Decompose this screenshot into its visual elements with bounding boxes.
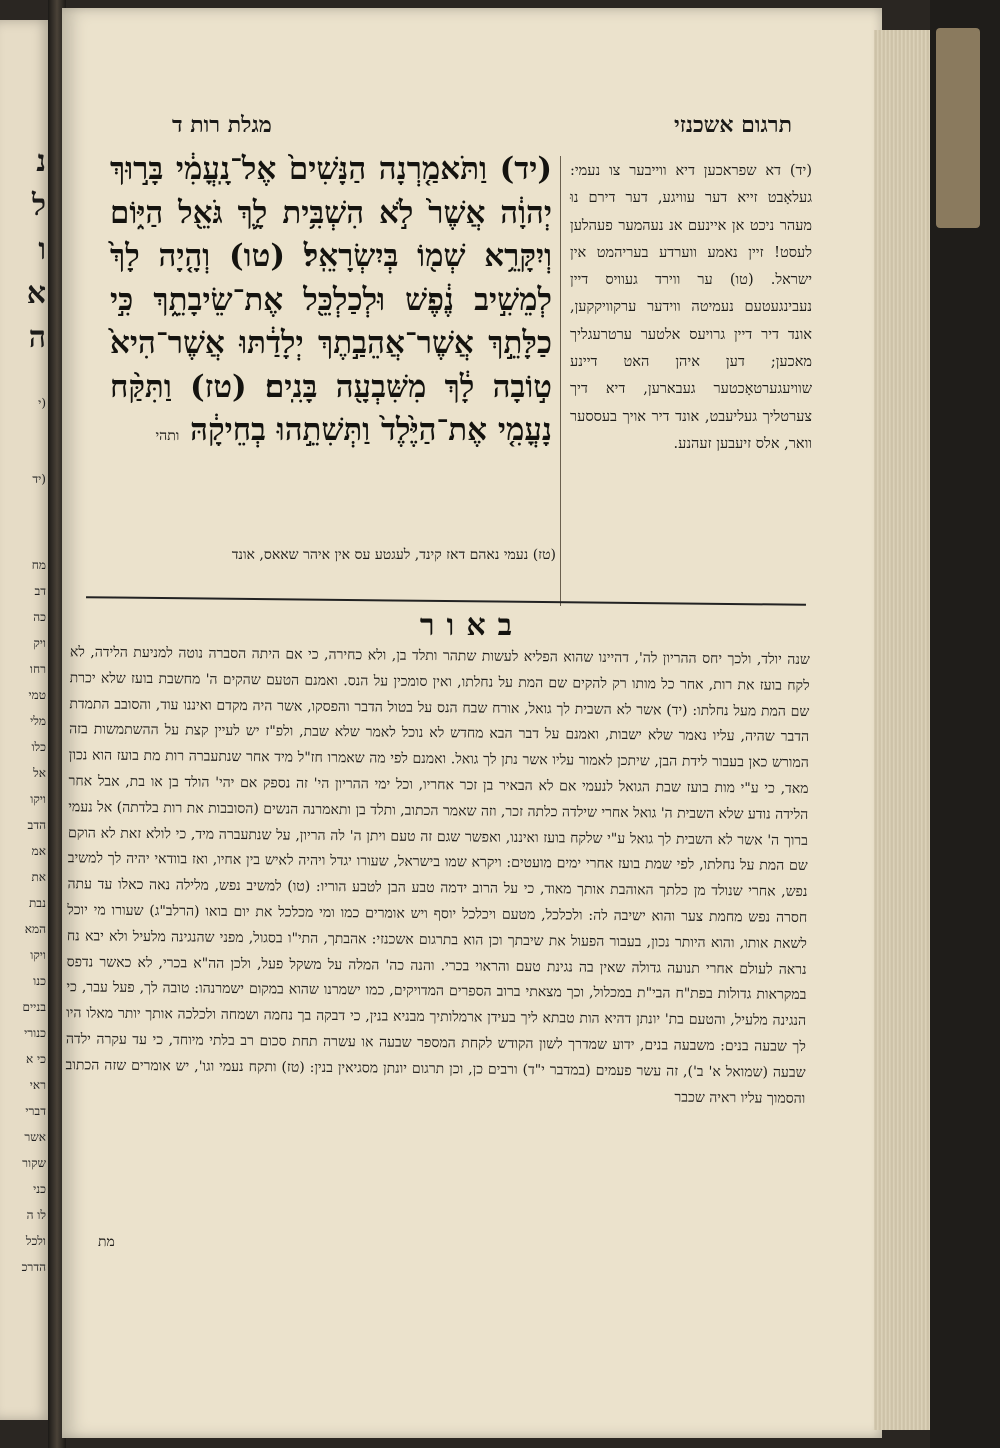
facing-page-fragment-text: אשר <box>24 1130 46 1144</box>
commentary-body: שנה יולד, ולכך יחס ההריון לה', דהיינו שהוא הפליא לעשות שתהר ותלד בן, ולא כחירה, כי אם היתה הסברה נוטה למניעת הלידה, לא לקח בועז את רות, אחר כל מותו רק להקים שם המת על נחלתו, ואין סומכין על הנס. ואמנם הטעם שהקים ה' מחשבת בועז שלא יכרת שם המת מעל נחלתו: (יד) אשר לא השבית לך גואל, אורח שבח הנס על בטול הדבר והפסקו, אשר היה מקדם ואיננו עוד, והסובב התמדת הדבר שהיה, עליו נאמר שלא ישבות, ואמנם על דבר הבא מחדש לא נוכל לאמר שלא שבת, ולפ"ז יש לעיין קצת על ההשתמשות בזה המורש כאן בעבור לידת הבן, שיתכן לאמור עליו אשר נתן לך גואל. ואמנם לפי מה שאמרו חז"ל מיד אחר שנתעברה רות מת בועז הוא נכון מאד, כי ע"י מות בועז שבת הגואל לנעמי אם לא הבאיר בן זכר אחריו, וכל ימי ההריון הי' זה נספק אם יהי' הולד בן או בת, אבל אחר הלידה נודע שלא השבית ה' גואל אחרי שילדה כלתה זכר, וזה שאמר הכתוב, ותלד בן ותאמרנה הנשים (הסובבות את רות בלדתה) אל נעמי ברוך ה' אשר לא השבית לך גואל ע"י שלקח בועז ואיננו, ואפשר שגם זה טעם ויתן ה' לה הריון, על שנתעברה מיד, כי לולא זאת לא הוקם שם המת על נחלתו, לפי שמת בועז אחרי ימים מועטים: ויקרא שמו בישראל, שעורו יגדל ויהיה לאיש בין אחיו, ואז בוודאי יהיה לך למשיב נפש, אחרי שנולד מן כלתך האוהבת אותך מאוד, כי על הרוב ידמה טבע הבן לטבע הוריו: (טו) למשיב נפש, מלילה נאה כאלו עד עתה חסרה נפש מחמת צער והוא ישיבה לה: ולכלכל, מטעם ויכלכל יוסף ויש אומרים כמו ומי מכלכל את יום בואו (הרלב"ג) שעורו מי יוכל לשאת אותו, והוא היותר נכון, בעבור הפעול את שיבתך וכן הוא בתרגום אשכנזי: אהבתך, התי"ו בסגול, מפני שהנגינה מלעיל ולא יבא נח נראה לעולם אחרי תנועה גדולה שאין בה נגינת טעם והראוי בכרי. והנה כה' המלה על משקל פעל, ולכן הה"א בכרי, לא כאשר נדפס במקראות גדולות בפת"ח הבי"ת במכלול, וכך מצאתי ברוב הספרים המדויקים, כמו ישמרנו שהוא במקום ישמרנהו: טובה לך, פעל עבר, כי הנגינה מלעיל, והטעם בת' יונתן דהיא הות טבתא ליך בעידן ארמלותיך מבניא בנין, כי דבקה בך נחמה ושמחה ולכלכה אותך יותר מאלו היו לך שבעה בנים: משבעה בנים, ידוע שמדרך לשון הקודש לקחת המספר שבעה או עשרה תחת סכום רב בלתי מיוחד, כי עד עקרה ילדה שבעה (שמואל א' ב'), זה עשר פעמים (במדבר י"ד) ורבים כן, וכן תרגום יונתן מסגיאין בנין: (טז) ותקח נעמי וגו', יש אומרים שזה הכתוב והסמוך עליו ראיה שכבר <box>65 644 810 1107</box>
facing-page-fragment-text: נבת <box>28 896 46 910</box>
facing-page-fragment-text: רחו <box>29 662 46 676</box>
facing-page-fragment-text: בניים <box>22 1000 46 1014</box>
facing-page-fragment-text: כני <box>33 1182 46 1196</box>
facing-page-fragment-text: דברי <box>25 1104 46 1118</box>
facing-page-fragment-text: הדרכ <box>21 1260 46 1274</box>
catchword-top: ותהי <box>155 428 180 444</box>
facing-page-fragment-text: המא <box>24 922 46 936</box>
facing-page-fragment-text: כה <box>33 610 46 624</box>
facing-page-fragment-text: דב <box>34 584 46 598</box>
facing-page-fragment-text: כנורי <box>24 1026 46 1040</box>
commentary-heading: באור <box>419 608 525 643</box>
facing-page-fragment-text: טמי <box>28 688 46 702</box>
facing-page-fragment <box>0 20 54 1420</box>
facing-page-large-letter: א <box>26 276 46 311</box>
facing-page-large-letter: נ <box>36 144 46 179</box>
facing-page-fragment-text: (יד <box>32 472 46 486</box>
facing-page-fragment-text: לו ה <box>26 1208 46 1222</box>
facing-page-large-letter: ו <box>38 232 46 267</box>
biblical-text-block <box>110 148 552 578</box>
facing-page-fragment-text: אל <box>33 766 46 780</box>
facing-page-fragment-text: אמ <box>31 844 46 858</box>
facing-page-fragment-text: שקור <box>22 1156 46 1170</box>
facing-page-fragment-text: הדב <box>27 818 46 832</box>
facing-page-fragment-text: ויק <box>33 636 46 650</box>
facing-page-fragment-text: מח <box>31 558 46 572</box>
facing-page-large-letter: ה <box>28 320 46 355</box>
targum-column: (יד) דא שפראכען דיא ווייבער צו נעמי: געלאָבט זייא דער עוויגע, דער דירם נוּ מעהר ניכט אן איינעם אנ נעהמער פעהלען לעסט! זיין נאמע ווערדע בעריהמט אין ישראל. (טו) ער ווירד געוויס דיין נעבינגעטעם נעמיטה ווידער ערקוויקקען, אונד דיר דיין גרויעס אלטער ערטרעגליך מאכען; דען איהן האט דיינע שוויעגערטאָכטער געבארען, דיא דיך צערטליך געליעבט, אונד דיר אויך בעססער וואר, אלס זיעבען זעהנע. <box>570 163 812 452</box>
facing-page-fragment-text: ראי <box>29 1078 46 1092</box>
facing-page-fragment-text: כי א <box>25 1052 46 1066</box>
facing-page-fragment-text: כלו <box>31 740 46 754</box>
book-cover-edge <box>930 0 1000 1448</box>
facing-page-fragment-text: כנו <box>33 974 46 988</box>
facing-page-fragment-text: את <box>31 870 46 884</box>
running-head-targum-title: תרגום אשכנזי <box>673 112 792 138</box>
biblical-verse-text: (יד) וַתֹּאמַ֤רְנָה הַנָּשִׁים֙ אֶל־נָֽעֳמִ֔י בָּר֣וּךְ יְהוָ֔ה אֲשֶׁר֙ לֹ֣א הִשְׁבִּ֥ית לָ֛ךְ גֹּאֵ֖ל הַיּ֑וֹם וְיִקָּרֵ֥א שְׁמ֖וֹ בְּיִשְׂרָאֵֽל׃ (טו) וְהָ֤יָה לָךְ֙ לְמֵשִׁ֣יב נֶ֔פֶשׁ וּלְכַלְכֵּ֖ל אֶת־שֵׂיבָתֵ֑ךְ כִּ֣י כַלָּתֵ֣ךְ אֲשֶׁר־אֲהֵבַ֣תֶךְ יְלָדַ֔תּוּ אֲשֶׁר־הִיא֙ ט֣וֹבָה לָ֔ךְ מִשִּׁבְעָ֖ה בָּנִֽים׃ (טז) וַתִּקַּ֨ח נָעֳמִ֤י אֶת־הַיֶּ֙לֶד֙ וַתְּשִׁתֵ֣הוּ בְחֵיקָ֔הּ <box>110 151 552 448</box>
facing-page-fragment-text: ויקו <box>30 792 46 806</box>
page-block-edge <box>874 30 935 1430</box>
facing-page-fragment-text: ולכל <box>25 1234 46 1248</box>
translation-continuation-line: (טז) נעמי נאהם דאז קינד, לעגטע עס אין איהר שאאס, אונד <box>231 547 556 563</box>
column-divider <box>560 156 561 606</box>
facing-page-fragment-text: ויקו <box>30 948 46 962</box>
facing-page-fragment-text: (י <box>38 396 46 410</box>
facing-page-large-letter: ל <box>31 188 46 223</box>
facing-page-fragment-text: מלי <box>30 714 46 728</box>
book-page <box>62 8 882 1438</box>
running-head-book-title: מגלת רות ד <box>172 112 272 138</box>
catchword-bottom: מת <box>98 1234 115 1250</box>
